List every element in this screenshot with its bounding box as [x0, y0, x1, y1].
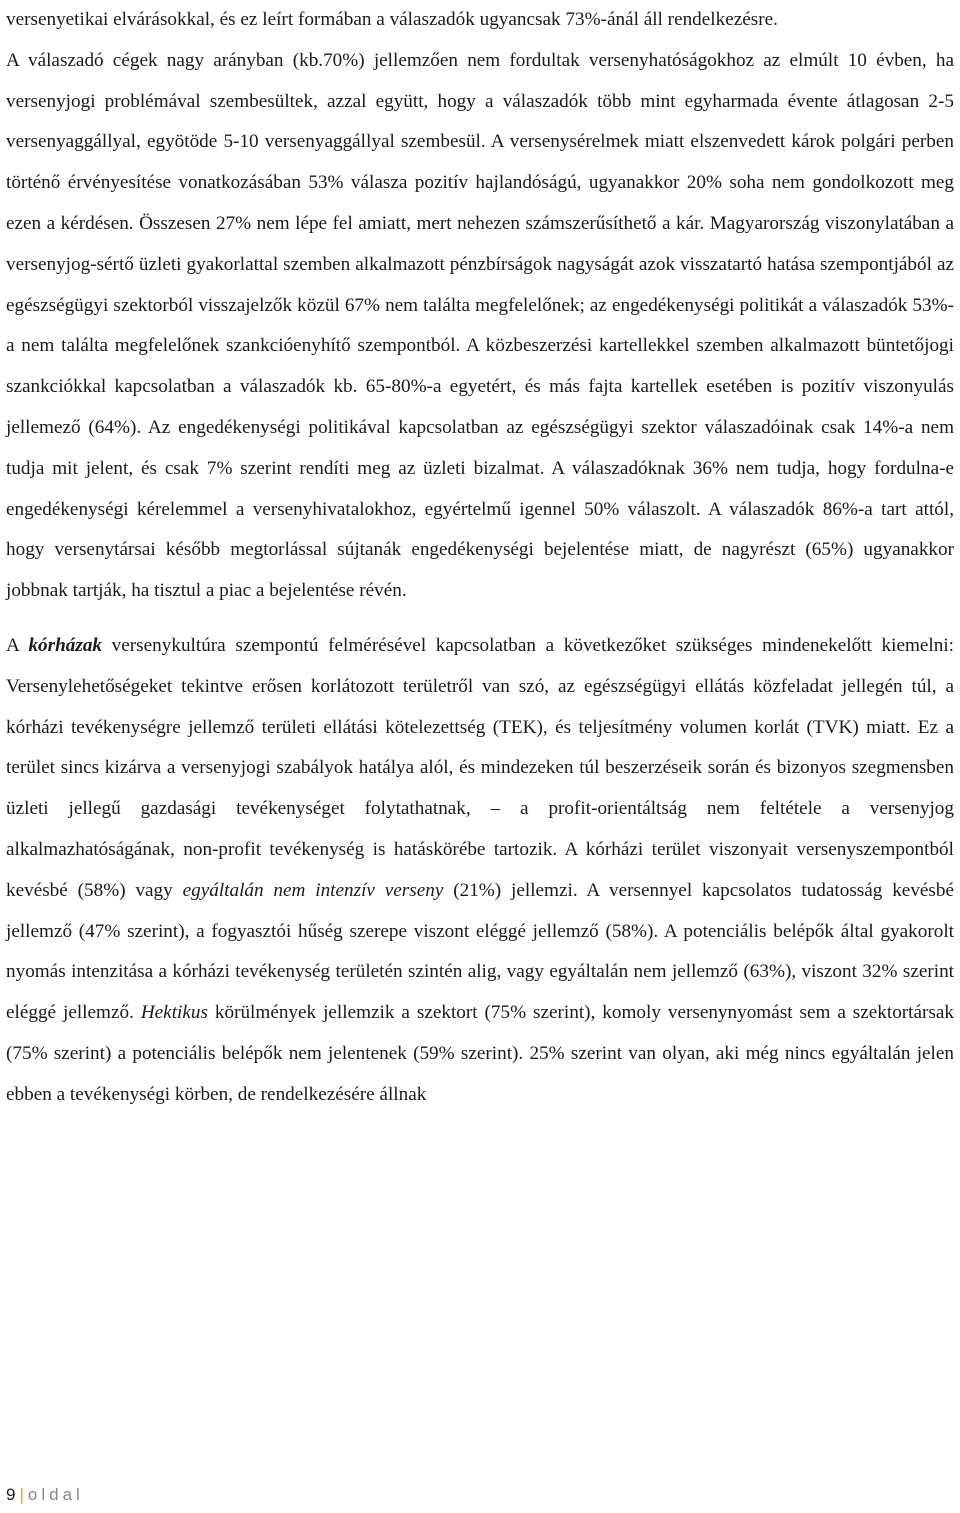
p3-text-b: versenykultúra szempontú felmérésével kapcsolatban a következőket szükséges mindenekelőtt kiemelni: Versenylehetőségeket tekintve erősen korlátozott területről van szó, az egészségügyi ellátás közfeladat jellegén túl, a kórházi tevékenységre jellemző területi ellátási kötelezettség (TEK), és teljesítmény volumen korlát (TVK) miatt. Ez a terület sincs kizárva a versenyjogi szabályok hatálya alól, és mindezeken túl beszerzéseik során és bizonyos szegmensben üzleti jellegű gazdasági tevékenységet folytathatnak, – a profit-orientáltság nem feltétele a versenyjog alkalmazhatóságának, non-profit tevékenység is hatáskörébe tartozik. A kórházi terület viszonyait versenyszempontból kevésbé (58%) vagy — [6, 634, 954, 901]
p3-text-d: körülmények jellemzik a szektort (75% szerint), komoly versenynyomást sem a szektortársak (75% szerint) a potenciális belépők nem jelentenek (59% szerint). 25% szerint van olyan, aki még nincs egyáltalán jelen ebben a tevékenységi körben, de rendelkezésére állnak — [6, 1002, 954, 1105]
footer-separator: | — [19, 1485, 24, 1504]
p3-emphasis-korhazak: kórházak — [28, 634, 103, 656]
p3-italic-intenziv: egyáltalán nem intenzív verseny — [182, 879, 444, 901]
p3-text-a: A — [6, 634, 29, 656]
paragraph-survey-results: A válaszadó cégek nagy arányban (kb.70%) jellemzően nem fordultak versenyhatóságokhoz az elmúlt 10 évben, ha versenyjogi problémával szembesültek, azzal együtt, hogy a válaszadók több mint egyharmada évente átlagosan 2-5 versenyaggállyal, egyötöde 5-10 versenyaggállyal szembesül. A versenysérelmek miatt elszenvedett károk polgári perben történő érvényesítése vonatkozásában 53% válasza pozitív hajlandóságú, ugyanakkor 20% soha nem gondolkozott meg ezen a kérdésen. Összesen 27% nem lépe fel amiatt, mert nehezen számszerűsíthető a kár. Magyarország viszonylatában a versenyjog-sértő üzleti gyakorlattal szemben alkalmazott pénzbírságok nagyságát azok visszatartó hatása szempontjából az egészségügyi szektorból visszajelzők közül 67% nem találta megfelelőnek; az engedékenységi politikát a válaszadók 53%-a nem találta megfelelőnek szankcióenyhítő szempontból. A közbeszerzési kartellekkel szemben alkalmazott büntetőjogi szankciókkal kapcsolatban a válaszadók kb. 65-80%-a egyetért, és más fajta kartellek esetében is pozitív viszonyulás jellemező (64%). Az engedékenységi politikával kapcsolatban az egészségügyi szektor válaszadóinak csak 14%-a nem tudja mit jelent, és csak 7% szerint rendíti meg az üzleti bizalmat. A válaszadóknak 36% nem tudja, hogy fordulna-e engedékenységi kérelemmel a versenyhivatalokhoz, egyértelmű igennel 50% válaszolt. A válaszadók 86%-a tart attól, hogy versenytársai később megtorlással sújtanák engedékenységi bejelentése miatt, de nagyrészt (65%) ugyanakkor jobbnak tartják, ha tisztul a piac a bejelentése révén. — [6, 49, 954, 602]
page-footer — [6, 1485, 84, 1505]
page-number: 9 — [6, 1485, 16, 1504]
page-word: oldal — [27, 1485, 84, 1504]
paragraph-hospitals — [6, 626, 954, 1116]
paragraph-intro: versenyetikai elvárásokkal, és ez leírt formában a válaszadók ugyancsak 73%-ánál áll rendelkezésre. — [6, 9, 778, 30]
p3-text-c: (21%) jellemzi. A versennyel kapcsolatos tudatosság kevésbé jellemző (47% szerint), a fogyasztói hűség szerepe viszont eléggé jellemző (58%). A potenciális belépők által gyakorolt nyomás intenzitása a kórházi tevékenység területén szintén alig, vagy egyáltalán nem jellemző (63%), viszont 32% szerint eléggé jellemző. — [6, 879, 955, 1024]
document-page — [6, 0, 954, 1116]
p3-italic-hektikus: Hektikus — [140, 1002, 208, 1024]
